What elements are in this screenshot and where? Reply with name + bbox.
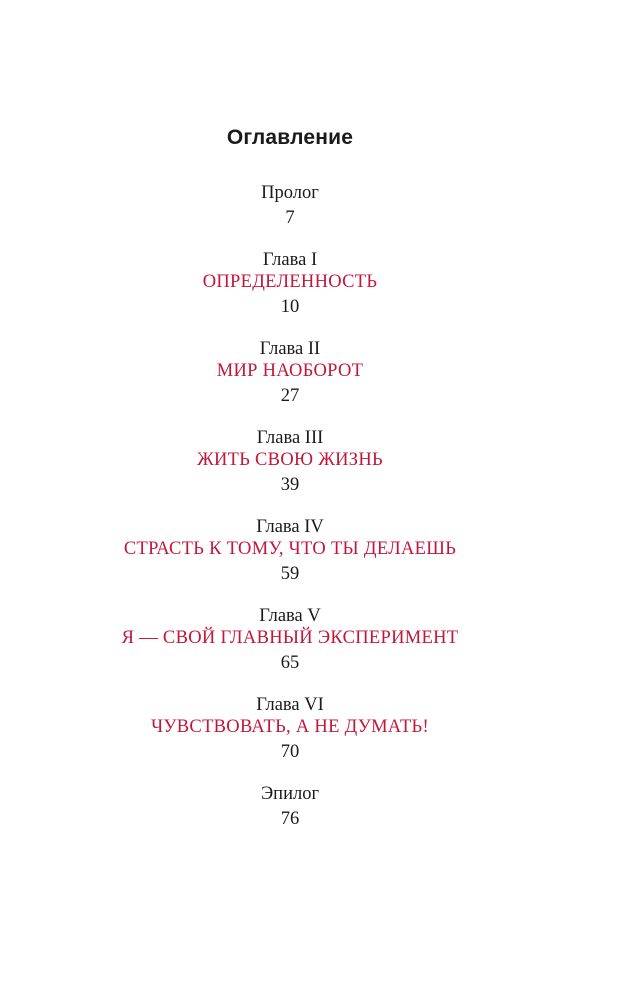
- toc-entry-epilogue: [0, 783, 580, 830]
- toc-entry-label: Глава V: [259, 606, 321, 626]
- toc-entry-page: 65: [280, 653, 300, 673]
- toc-heading: Оглавление: [226, 126, 354, 149]
- toc-entry-label: Глава III: [256, 428, 324, 448]
- toc-entry-chapter-2: [0, 338, 580, 407]
- toc-entry-title: ЧУВСТВОВАТЬ, А НЕ ДУМАТЬ!: [151, 717, 429, 737]
- toc-entry-label: Глава IV: [256, 517, 324, 537]
- toc-entry-chapter-1: [0, 249, 580, 318]
- toc-entry-chapter-6: [0, 694, 580, 763]
- toc-entry-title: Я — СВОЙ ГЛАВНЫЙ ЭКСПЕРИМЕНТ: [121, 628, 459, 648]
- toc-entry-page: 27: [280, 386, 300, 406]
- toc-entry-title: ЖИТЬ СВОЮ ЖИЗНЬ: [197, 450, 383, 470]
- toc-entry-label: Глава VI: [256, 695, 324, 715]
- toc-entry-page: 59: [280, 564, 300, 584]
- toc-entry-page: 39: [280, 475, 300, 495]
- toc-entry-title: СТРАСТЬ К ТОМУ, ЧТО ТЫ ДЕЛАЕШЬ: [123, 539, 457, 559]
- toc-list: [0, 182, 580, 850]
- toc-entry-title: ОПРЕДЕЛЕННОСТЬ: [202, 272, 378, 292]
- toc-entry-label: Пролог: [261, 183, 319, 203]
- toc-entry-title: МИР НАОБОРОТ: [216, 361, 364, 381]
- toc-entry-page: 76: [280, 809, 300, 829]
- toc-entry-chapter-5: [0, 605, 580, 674]
- toc-entry-prologue: [0, 182, 580, 229]
- toc-entry-chapter-3: [0, 427, 580, 496]
- toc-entry-label: Глава I: [262, 250, 318, 270]
- toc-entry-page: 10: [280, 297, 300, 317]
- toc-entry-label: Глава II: [259, 339, 321, 359]
- toc-entry-label: Эпилог: [260, 784, 320, 804]
- toc-entry-page: 7: [285, 208, 295, 228]
- toc-entry-chapter-4: [0, 516, 580, 585]
- toc-entry-page: 70: [280, 742, 300, 762]
